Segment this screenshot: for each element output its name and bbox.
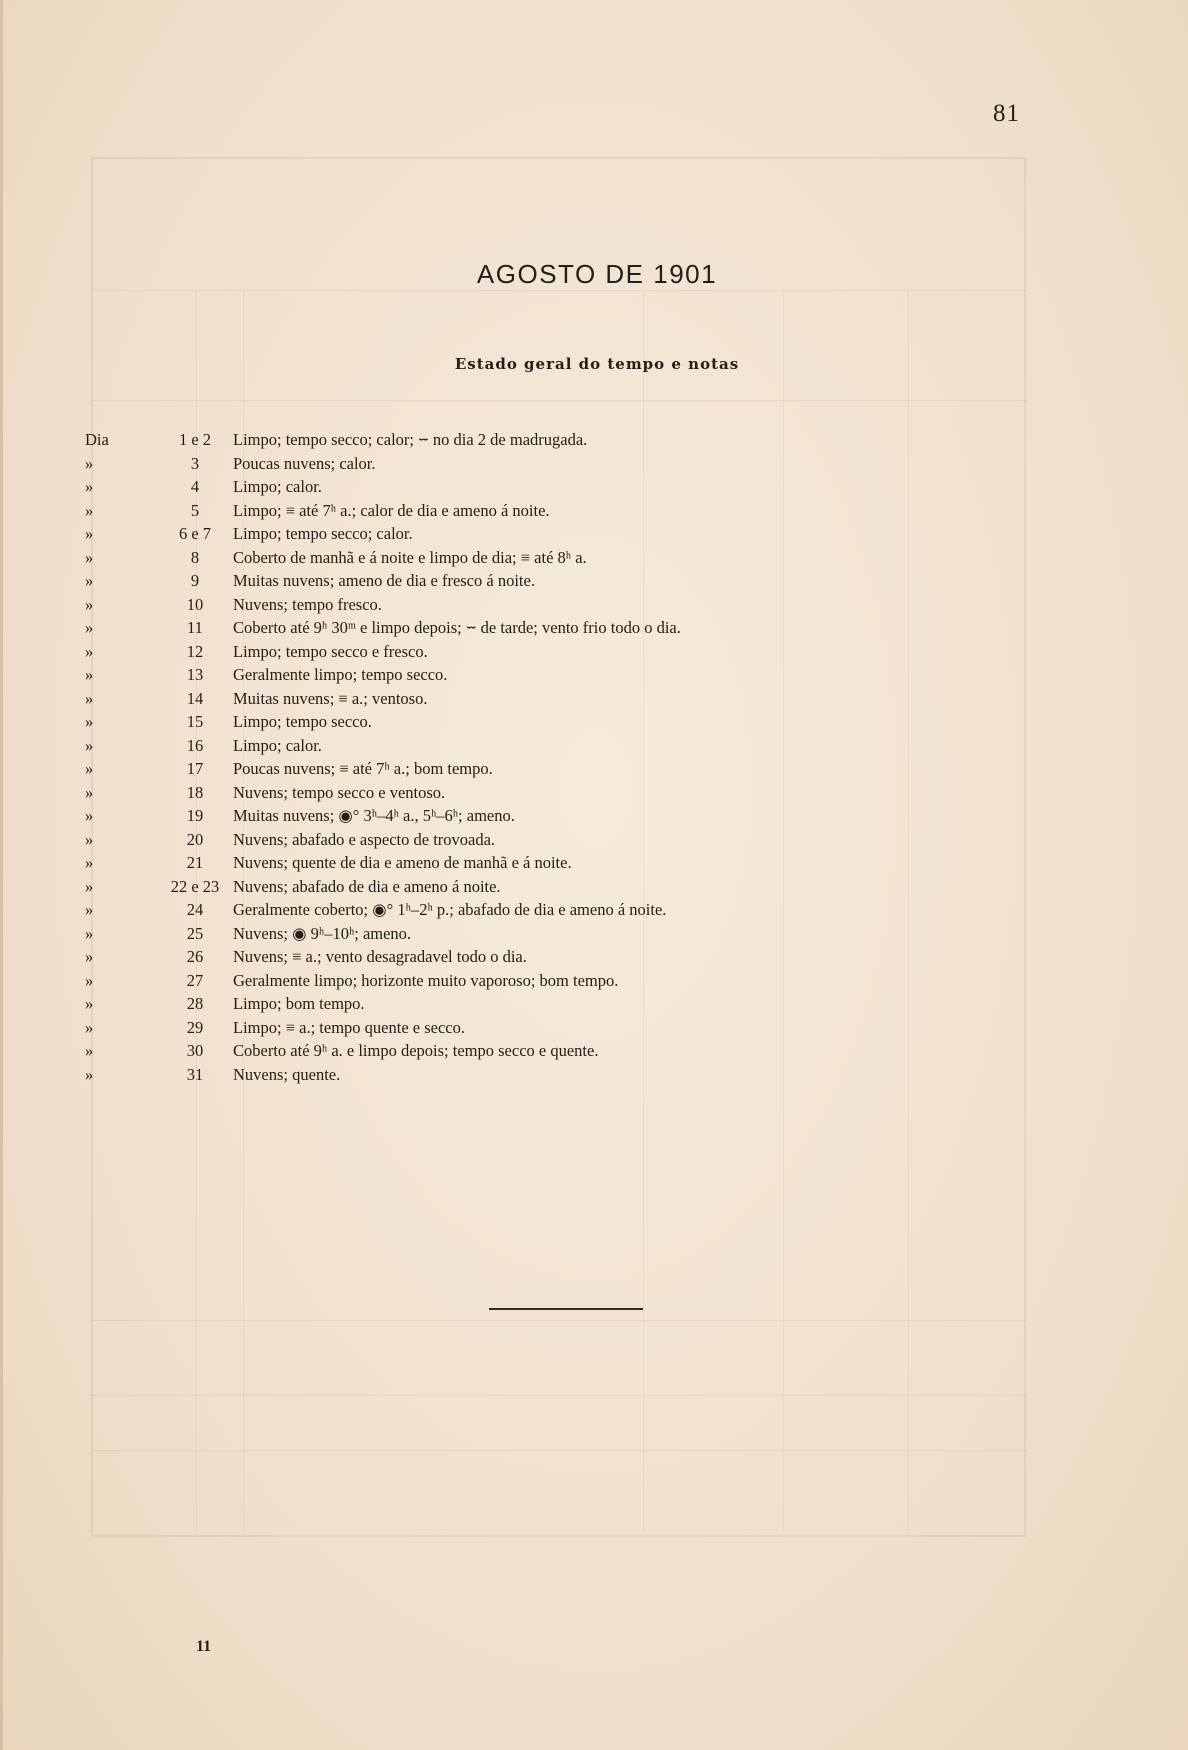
- entry-prefix: »: [85, 712, 94, 731]
- list-item: [85, 452, 985, 476]
- entry-note: Coberto de manhã e á noite e limpo de dia; ≡ até 8ʰ a.: [233, 547, 587, 567]
- entry-day: 4: [190, 477, 200, 496]
- entry-prefix: »: [85, 876, 94, 896]
- list-item: [85, 569, 985, 593]
- list-item: [85, 710, 985, 734]
- signature-mark: 11: [196, 1638, 212, 1655]
- entry-prefix: »: [85, 853, 94, 872]
- list-item: [85, 663, 985, 687]
- list-item: [85, 781, 985, 805]
- entry-prefix: »: [85, 923, 94, 943]
- entry-day: 3: [190, 453, 200, 473]
- entry-day: 16: [186, 735, 204, 755]
- entry-note: Nuvens; tempo fresco.: [233, 594, 382, 614]
- entry-prefix: »: [85, 947, 94, 966]
- list-item: [85, 875, 985, 899]
- entry-day: 9: [190, 571, 200, 590]
- list-item: [85, 687, 985, 711]
- entry-note: Nuvens; ≡ a.; vento desagradavel todo o dia.: [233, 947, 527, 966]
- entry-day: 18: [186, 782, 204, 802]
- entry-note: Geralmente limpo; horizonte muito vaporoso; bom tempo.: [233, 970, 619, 990]
- entry-prefix: »: [85, 665, 94, 684]
- list-item: [85, 1039, 985, 1063]
- entry-note: Nuvens; ◉ 9ʰ–10ʰ; ameno.: [233, 923, 412, 943]
- entry-note: Limpo; tempo secco e fresco.: [233, 641, 428, 661]
- list-item: [85, 898, 985, 922]
- entry-note: Nuvens; quente de dia e ameno de manhã e á noite.: [233, 853, 572, 872]
- list-item: [85, 922, 985, 946]
- entry-note: Geralmente coberto; ◉° 1ʰ–2ʰ p.; abafado de dia e ameno á noite.: [233, 900, 667, 919]
- list-item: [85, 546, 985, 570]
- list-item: [85, 828, 985, 852]
- entry-prefix: »: [85, 618, 94, 637]
- list-item: [85, 757, 985, 781]
- page-subtitle: Estado geral do tempo e notas: [454, 355, 740, 373]
- entry-note: Limpo; tempo secco; calor.: [233, 524, 413, 543]
- list-item: [85, 1016, 985, 1040]
- entry-prefix: »: [85, 782, 94, 802]
- entry-note: Muitas nuvens; ≡ a.; ventoso.: [233, 688, 428, 708]
- list-item: [85, 734, 985, 758]
- entry-note: Limpo; tempo secco; calor; ⏖ no dia 2 de madrugada.: [233, 430, 588, 449]
- entry-day: 19: [186, 806, 204, 825]
- entry-note: Nuvens; abafado de dia e ameno á noite.: [233, 876, 501, 896]
- list-item: [85, 499, 985, 523]
- list-item: [85, 593, 985, 617]
- entry-day: 22 e 23: [170, 876, 220, 896]
- entry-day: 27: [186, 970, 204, 990]
- entry-note: Coberto até 9ʰ 30ᵐ e limpo depois; ⏖ de tarde; vento frio todo o dia.: [233, 618, 681, 637]
- closing-rule: [489, 1308, 643, 1310]
- page-number: 81: [993, 100, 1020, 127]
- entry-prefix: »: [85, 1041, 94, 1060]
- entry-note: Nuvens; tempo secco e ventoso.: [233, 782, 446, 802]
- entry-day: 15: [186, 712, 204, 731]
- entry-prefix: »: [85, 594, 94, 614]
- entry-prefix: »: [85, 829, 94, 849]
- entry-day: 20: [186, 829, 204, 849]
- entry-prefix: »: [85, 547, 94, 567]
- entry-prefix: »: [85, 806, 94, 825]
- entry-prefix: »: [85, 900, 94, 919]
- entry-prefix: »: [85, 500, 94, 520]
- entry-day: 30: [186, 1041, 204, 1060]
- entry-day: 1 e 2: [178, 430, 212, 449]
- list-item: [85, 1063, 985, 1087]
- list-item: [85, 945, 985, 969]
- entry-day: 25: [186, 923, 204, 943]
- entry-note: Muitas nuvens; ◉° 3ʰ–4ʰ a., 5ʰ–6ʰ; ameno.: [233, 806, 515, 825]
- entry-prefix: »: [85, 1017, 94, 1037]
- list-item: [85, 616, 985, 640]
- entry-note: Limpo; ≡ a.; tempo quente e secco.: [233, 1017, 465, 1037]
- entry-note: Geralmente limpo; tempo secco.: [233, 665, 448, 684]
- entry-prefix: »: [85, 759, 94, 778]
- entry-note: Limpo; tempo secco.: [233, 712, 372, 731]
- entry-note: Coberto até 9ʰ a. e limpo depois; tempo secco e quente.: [233, 1041, 599, 1060]
- list-item: [85, 804, 985, 828]
- bleed-through-rule: [91, 400, 1026, 401]
- entry-day: 12: [186, 641, 204, 661]
- list-item: [85, 969, 985, 993]
- entry-prefix: »: [85, 994, 94, 1013]
- list-item: [85, 640, 985, 664]
- bleed-through-rule: [91, 1320, 1026, 1321]
- entry-day: 6 e 7: [178, 524, 212, 543]
- entry-note: Poucas nuvens; calor.: [233, 453, 376, 473]
- entry-day: 26: [186, 947, 204, 966]
- list-item: [85, 851, 985, 875]
- entry-day: 31: [186, 1064, 204, 1084]
- list-item: [85, 522, 985, 546]
- bleed-through-rule: [91, 290, 1026, 291]
- entry-note: Limpo; bom tempo.: [233, 994, 365, 1013]
- entry-note: Poucas nuvens; ≡ até 7ʰ a.; bom tempo.: [233, 759, 493, 778]
- entry-day: 11: [187, 618, 203, 637]
- entry-prefix: »: [85, 524, 94, 543]
- entry-day: 5: [190, 500, 200, 520]
- entry-prefix: Dia: [85, 430, 109, 449]
- weather-notes-list: [85, 428, 985, 1086]
- entry-day: 28: [186, 994, 204, 1013]
- entry-prefix: »: [85, 735, 94, 755]
- list-item: [85, 475, 985, 499]
- entry-day: 24: [186, 900, 204, 919]
- bleed-through-rule: [91, 1395, 1026, 1396]
- entry-prefix: »: [85, 641, 94, 661]
- entry-note: Limpo; calor.: [233, 477, 322, 496]
- entry-prefix: »: [85, 571, 94, 590]
- entry-note: Nuvens; abafado e aspecto de trovoada.: [233, 829, 496, 849]
- bleed-through-rule: [91, 1450, 1026, 1451]
- entry-day: 17: [186, 759, 204, 778]
- entry-day: 8: [190, 547, 200, 567]
- entry-day: 29: [186, 1017, 204, 1037]
- entry-note: Muitas nuvens; ameno de dia e fresco á noite.: [233, 571, 535, 590]
- list-item: [85, 992, 985, 1016]
- entry-prefix: »: [85, 477, 94, 496]
- list-item: [85, 428, 985, 452]
- page-title: AGOSTO DE 1901: [476, 259, 718, 289]
- entry-note: Limpo; ≡ até 7ʰ a.; calor de dia e ameno á noite.: [233, 500, 550, 520]
- entry-prefix: »: [85, 1064, 94, 1084]
- entry-day: 10: [186, 594, 204, 614]
- entry-day: 21: [186, 853, 204, 872]
- entry-prefix: »: [85, 453, 94, 473]
- entry-prefix: »: [85, 970, 94, 990]
- entry-day: 13: [186, 665, 204, 684]
- entry-prefix: »: [85, 688, 94, 708]
- entry-note: Nuvens; quente.: [233, 1064, 341, 1084]
- entry-note: Limpo; calor.: [233, 735, 322, 755]
- entry-day: 14: [186, 688, 204, 708]
